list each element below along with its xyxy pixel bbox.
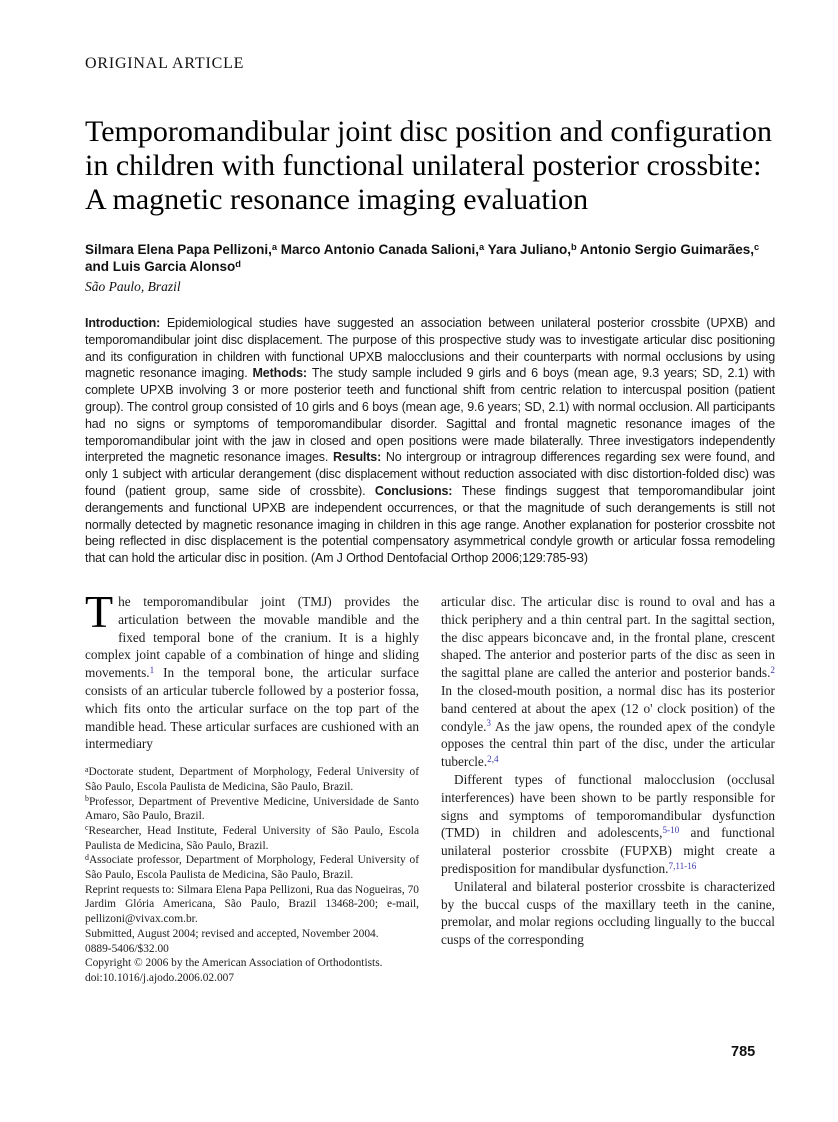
article-title: Temporomandibular joint disc position and configuration in children with functional unilateral posterior crossbite: A magnetic resonance imaging evaluation: [85, 115, 772, 216]
footnote-marker: d: [85, 852, 89, 862]
text-run: These findings suggest that temporomandibular joint derangements and functional UPXB are independent occurrences, or that the magnitude of such derangements is still not normally detected by magnetic resonance imaging in children in this age range. Another explanation for posterior crossbite not being reflected in disc displacement is the potential compensatory asymmetrical condyle growth or articular fossa remodeling that can hold the articular disc in position. (Am J Orthod Dentofacial Orthop 2006;129:785-93): [85, 483, 775, 566]
text-run: Introduction:: [85, 316, 167, 330]
footnote-item: [85, 971, 419, 986]
footnote-item: [85, 795, 419, 824]
superscript: a: [271, 241, 277, 252]
citation-ref[interactable]: 2: [770, 665, 775, 676]
page-content: [85, 0, 775, 986]
text-run: Silmara Elena Papa Pellizoni,: [85, 242, 272, 257]
footnote-item: [85, 853, 419, 882]
footnote-text: Copyright © 2006 by the American Association of Orthodontists.: [85, 957, 383, 970]
footnote-marker: c: [85, 823, 89, 833]
intro-paragraph: [85, 585, 419, 753]
superscript: a: [479, 241, 485, 252]
text-run: articular disc. The articular disc is round to oval and has a thick periphery and a thin central part. In the sagittal section, the disc appears biconcave and, in the frontal plane, crescent shaped. The anterior and posterior parts of the disc as seen in the sagittal plane are called the anterior and posterior bands.: [441, 593, 775, 681]
footnote-text: Researcher, Head Institute, Federal University of São Paulo, Escola Paulista de Medicina, São Paulo, Brazil.: [85, 824, 419, 852]
text-run: Marco Antonio Canada Salioni,: [277, 242, 480, 257]
footnote-text: 0889-5406/$32.00: [85, 942, 169, 955]
text-run: In the closed-mouth position, a normal disc has its posterior band centered at about the apex (12 o' clock position) of the condyle.: [441, 682, 775, 734]
dropcap-letter: T: [85, 585, 114, 637]
text-run: Antonio Sergio Guimarães,: [576, 242, 754, 257]
footnote-text: Submitted, August 2004; revised and accepted, November 2004.: [85, 927, 379, 940]
body-columns: [85, 585, 775, 986]
footnote-text: Doctorate student, Department of Morphology, Federal University of São Paulo, Escola Paulista de Medicina, São Paulo, Brazil.: [85, 766, 419, 793]
authors-line: [85, 241, 775, 275]
affiliation-line: São Paulo, Brazil: [85, 279, 181, 294]
footnote-item: [85, 765, 419, 794]
text-run: and Luis Garcia Alonso: [85, 259, 236, 274]
body-paragraph-crossbite: [441, 878, 775, 949]
footnote-item: [85, 956, 419, 971]
abstract-paragraph: [85, 315, 775, 567]
body-paragraph-continuation: [441, 593, 775, 771]
article-kicker: ORIGINAL ARTICLE: [85, 55, 245, 72]
footnote-text: Professor, Department of Preventive Medicine, Universidade de Santo Amaro, São Paulo, Brazil.: [85, 795, 419, 823]
footnote-text: doi:10.1016/j.ajodo.2006.02.007: [85, 971, 235, 984]
intro-paragraph-text: [85, 585, 419, 752]
citation-ref[interactable]: 2,4: [487, 754, 499, 764]
text-run: The study sample included 9 girls and 6 boys (mean age, 9.3 years; SD, 2.1) with complete UPXB involving 3 or more posterior teeth and functional shift from centric relation to intercuspal position (patient group). The control group consisted of 10 girls and 6 boys (mean age, 9.6 years; SD, 2.1) with normal occlusion. All participants had no signs or symptoms of temporomandibular disorder. Sagittal and frontal magnetic resonance images of the temporomandibular joint with the jaw in closed and open positions were made bilaterally. Three investigators independently interpreted the magnetic resonance images.: [85, 366, 776, 465]
left-column: [85, 585, 419, 986]
citation-ref[interactable]: 7,11-16: [668, 860, 697, 871]
text-run: Different types of functional malocclusion (occlusal interferences) have been shown to be partly responsible for signs and symptoms of temporomandibular dysfunction (TMD) in children and adolescents,: [441, 771, 775, 841]
text-run: Methods:: [252, 366, 312, 381]
text-run: Epidemiological studies have suggested an association between unilateral posterior crossbite (UPXB) and temporomandibular joint disc displacement. The purpose of this prospective study was to investigate articular disc positioning and its configuration in children with functional UPXB malocclusions and their counterparts with normal occlusions by using magnetic resonance imaging.: [85, 316, 776, 381]
text-run: Results:: [332, 450, 386, 465]
text-run: Unilateral and bilateral posterior crossbite is characterized by the buccal cusps of the maxillary teeth in the canine, premolar, and molar regions occluding lingually to the buccal cusps of the corresponding: [441, 878, 775, 948]
text-run: Conclusions:: [374, 483, 462, 498]
citation-ref[interactable]: 5-10: [662, 825, 680, 836]
footnote-marker: b: [85, 794, 89, 803]
footnote-marker: a: [85, 764, 89, 774]
footnote-item: [85, 883, 419, 927]
footnote-item: [85, 942, 419, 957]
superscript: d: [235, 258, 241, 269]
page-number: 785: [731, 1044, 756, 1060]
footnote-item: [85, 824, 419, 853]
superscript: c: [753, 241, 760, 252]
body-paragraph-malocclusion: [441, 771, 775, 878]
footnotes-block: [85, 765, 419, 986]
text-run: Yara Juliano,: [484, 242, 571, 257]
footnote-item: [85, 927, 419, 942]
citation-ref[interactable]: 3: [486, 718, 491, 729]
text-run: In the temporal bone, the articular surface consists of an articular tubercle followed by a posterior fossa, which fits onto the articular surface on the top part of the mandible head. These articular surfaces are cushioned with an intermediary: [85, 665, 419, 752]
text-run: As the jaw opens, the rounded apex of the condyle opposes the central thin part of the disc, under the articular tubercle.: [441, 718, 775, 770]
footnote-text: Associate professor, Department of Morphology, Federal University of São Paulo, Escola Paulista de Medicina, São Paulo, Brazil.: [85, 854, 419, 882]
right-column: [441, 593, 775, 986]
citation-ref[interactable]: 1: [149, 665, 155, 676]
superscript: b: [571, 241, 577, 252]
text-run: he temporomandibular joint (TMJ) provides the articulation between the movable mandible and the fixed temporal bone of the cranium. It is a highly complex joint capable of a combination of hinge and sliding movements.: [85, 593, 419, 681]
footnote-text: Reprint requests to: Silmara Elena Papa Pellizoni, Rua das Nogueiras, 70 Jardim Glória Americana, São Paulo, Brazil 13468-200; e-mail, pellizoni@vivax.com.br.: [85, 883, 419, 926]
text-run: No intergroup or intragroup differences regarding sex were found, and only 1 subject with articular derangement (disc displacement without reduction associated with disc distortion-folded disc) was found (patient group, same side of crossbite).: [85, 450, 775, 498]
text-run: and functional unilateral posterior crossbite (FUPXB) might create a predisposition for mandibular dysfunction.: [441, 825, 775, 876]
